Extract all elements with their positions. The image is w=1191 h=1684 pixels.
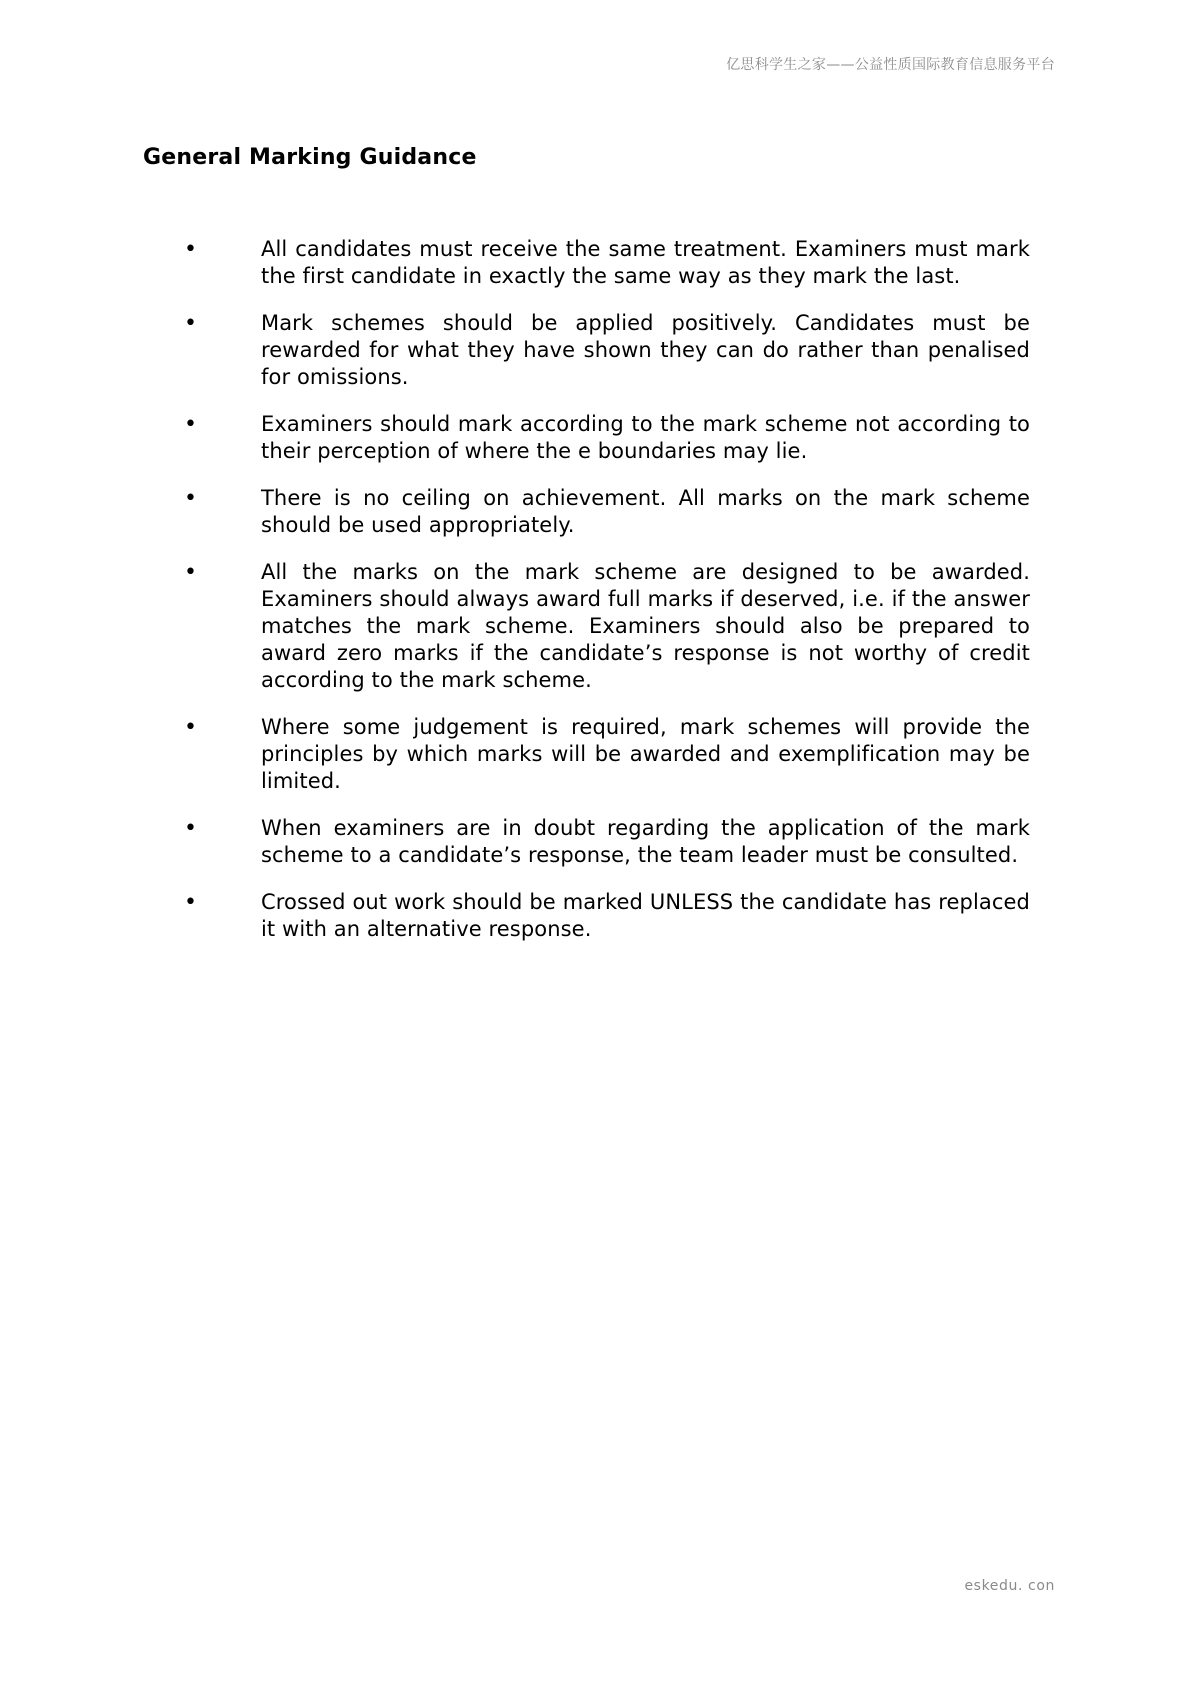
page-title: General Marking Guidance [143,145,477,170]
list-item [180,889,1030,943]
list-item [180,485,1030,539]
bullet-icon: • [184,890,197,915]
list-item [180,815,1030,869]
bullet-icon: • [184,715,197,740]
list-item [180,714,1030,795]
bullet-icon: • [184,311,197,336]
bullet-icon: • [184,816,197,841]
list-item-text: Examiners should mark according to the mark scheme not according to their perception of where the e boundaries may lie. [261,412,1030,463]
list-item-text: Mark schemes should be applied positively. Candidates must be rewarded for what they have shown they can do rather than penalised for omissions. [261,311,1030,389]
list-item-text: Crossed out work should be marked UNLESS the candidate has replaced it with an alternative response. [261,890,1030,941]
bullet-icon: • [184,412,197,437]
list-item [180,310,1030,391]
list-item-text: When examiners are in doubt regarding the application of the mark scheme to a candidate’s response, the team leader must be consulted. [261,816,1030,867]
header-watermark: 亿思科学生之家——公益性质国际教育信息服务平台 [726,57,1055,73]
list-item [180,236,1030,290]
list-item-text: All candidates must receive the same treatment. Examiners must mark the first candidate in exactly the same way as they mark the last. [261,237,1030,288]
bullet-icon: • [184,486,197,511]
list-item [180,559,1030,694]
list-item-text: Where some judgement is required, mark schemes will provide the principles by which marks will be awarded and exemplification may be limited. [261,715,1030,793]
guidance-list [180,236,1030,963]
list-item [180,411,1030,465]
bullet-icon: • [184,237,197,262]
bullet-icon: • [184,560,197,585]
footer-watermark: eskedu. con [964,1578,1055,1594]
list-item-text: All the marks on the mark scheme are designed to be awarded. Examiners should always award full marks if deserved, i.e. if the answer matches the mark scheme. Examiners should also be prepared to award zero marks if the candidate’s response is not worthy of credit according to the mark scheme. [261,560,1030,692]
list-item-text: There is no ceiling on achievement. All marks on the mark scheme should be used appropriately. [261,486,1030,537]
